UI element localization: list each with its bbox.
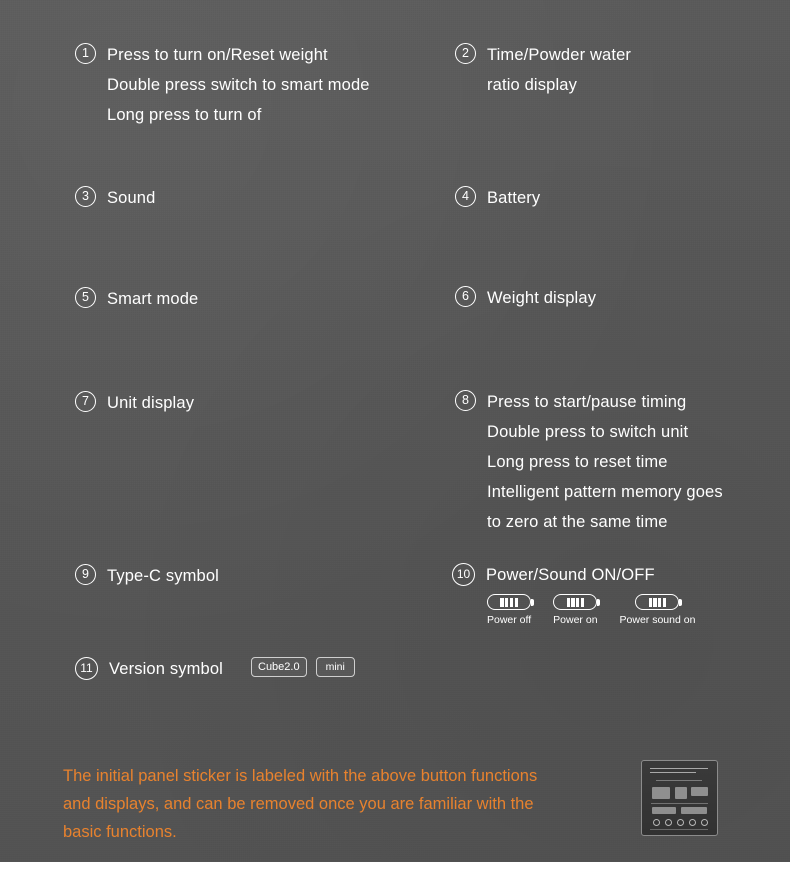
version-chip-cube: Cube2.0	[251, 657, 307, 677]
legend-line: Version symbol	[109, 660, 223, 678]
legend-line: Unit display	[107, 394, 195, 412]
legend-item-2	[455, 40, 631, 100]
legend-text-11	[109, 654, 223, 684]
battery-icon	[635, 594, 679, 610]
legend-text-3	[107, 183, 155, 213]
legend-badge-8: 8	[455, 390, 476, 411]
power-state-cell	[620, 594, 696, 626]
legend-item-10	[452, 560, 655, 590]
legend-text-10	[486, 560, 655, 590]
legend-badge-4: 4	[455, 186, 476, 207]
legend-line: Intelligent pattern memory goes	[487, 483, 723, 501]
legend-line: Time/Powder water	[487, 46, 632, 64]
legend-item-9	[75, 561, 219, 591]
legend-text-8	[487, 387, 723, 537]
battery-state-label: Power sound on	[619, 614, 696, 626]
legend-line: ratio display	[487, 76, 577, 94]
legend-line: Weight display	[487, 289, 597, 307]
power-state-cell	[553, 594, 597, 626]
legend-badge-7: 7	[75, 391, 96, 412]
legend-badge-10: 10	[452, 563, 475, 586]
legend-line: Smart mode	[107, 290, 199, 308]
power-state-cell	[487, 594, 531, 626]
legend-line: Long press to reset time	[487, 453, 668, 471]
legend-item-4	[455, 183, 540, 213]
battery-icon	[553, 594, 597, 610]
panel-sticker-thumbnail	[641, 760, 718, 836]
legend-line: Double press to switch unit	[487, 423, 689, 441]
legend-badge-6: 6	[455, 286, 476, 307]
legend-line: Type-C symbol	[107, 567, 219, 585]
legend-text-5	[107, 284, 198, 314]
legend-line: Sound	[107, 189, 156, 207]
legend-line: Power/Sound ON/OFF	[486, 566, 655, 584]
legend-text-1	[107, 40, 370, 130]
legend-item-11	[75, 654, 223, 684]
power-sound-state-row	[487, 594, 695, 626]
battery-state-label: Power on	[553, 614, 598, 626]
bottom-strip	[0, 862, 790, 890]
legend-text-2	[487, 40, 631, 100]
legend-item-8	[455, 387, 723, 537]
legend-line: Double press switch to smart mode	[107, 76, 370, 94]
legend-badge-2: 2	[455, 43, 476, 64]
note-line: The initial panel sticker is labeled with the above button functions	[63, 767, 538, 785]
legend-text-6	[487, 283, 596, 313]
note-line: basic functions.	[63, 823, 177, 841]
version-chip-mini: mini	[316, 657, 355, 677]
version-chip-row	[251, 657, 355, 677]
legend-text-7	[107, 388, 194, 418]
legend-item-5	[75, 284, 198, 314]
legend-badge-9: 9	[75, 564, 96, 585]
battery-icon	[487, 594, 531, 610]
legend-line: to zero at the same time	[487, 513, 668, 531]
legend-item-6	[455, 283, 596, 313]
panel-sticker-note	[63, 762, 633, 846]
legend-text-9	[107, 561, 219, 591]
legend-item-3	[75, 183, 155, 213]
legend-badge-11: 11	[75, 657, 98, 680]
legend-line: Battery	[487, 189, 541, 207]
legend-item-7	[75, 388, 194, 418]
note-line: and displays, and can be removed once you are familiar with the	[63, 795, 534, 813]
legend-line: Press to start/pause timing	[487, 393, 687, 411]
legend-badge-3: 3	[75, 186, 96, 207]
legend-text-4	[487, 183, 540, 213]
legend-line: Press to turn on/Reset weight	[107, 46, 328, 64]
legend-line: Long press to turn of	[107, 106, 262, 124]
battery-state-label: Power off	[487, 614, 532, 626]
legend-badge-5: 5	[75, 287, 96, 308]
legend-badge-1: 1	[75, 43, 96, 64]
legend-item-1	[75, 40, 370, 130]
